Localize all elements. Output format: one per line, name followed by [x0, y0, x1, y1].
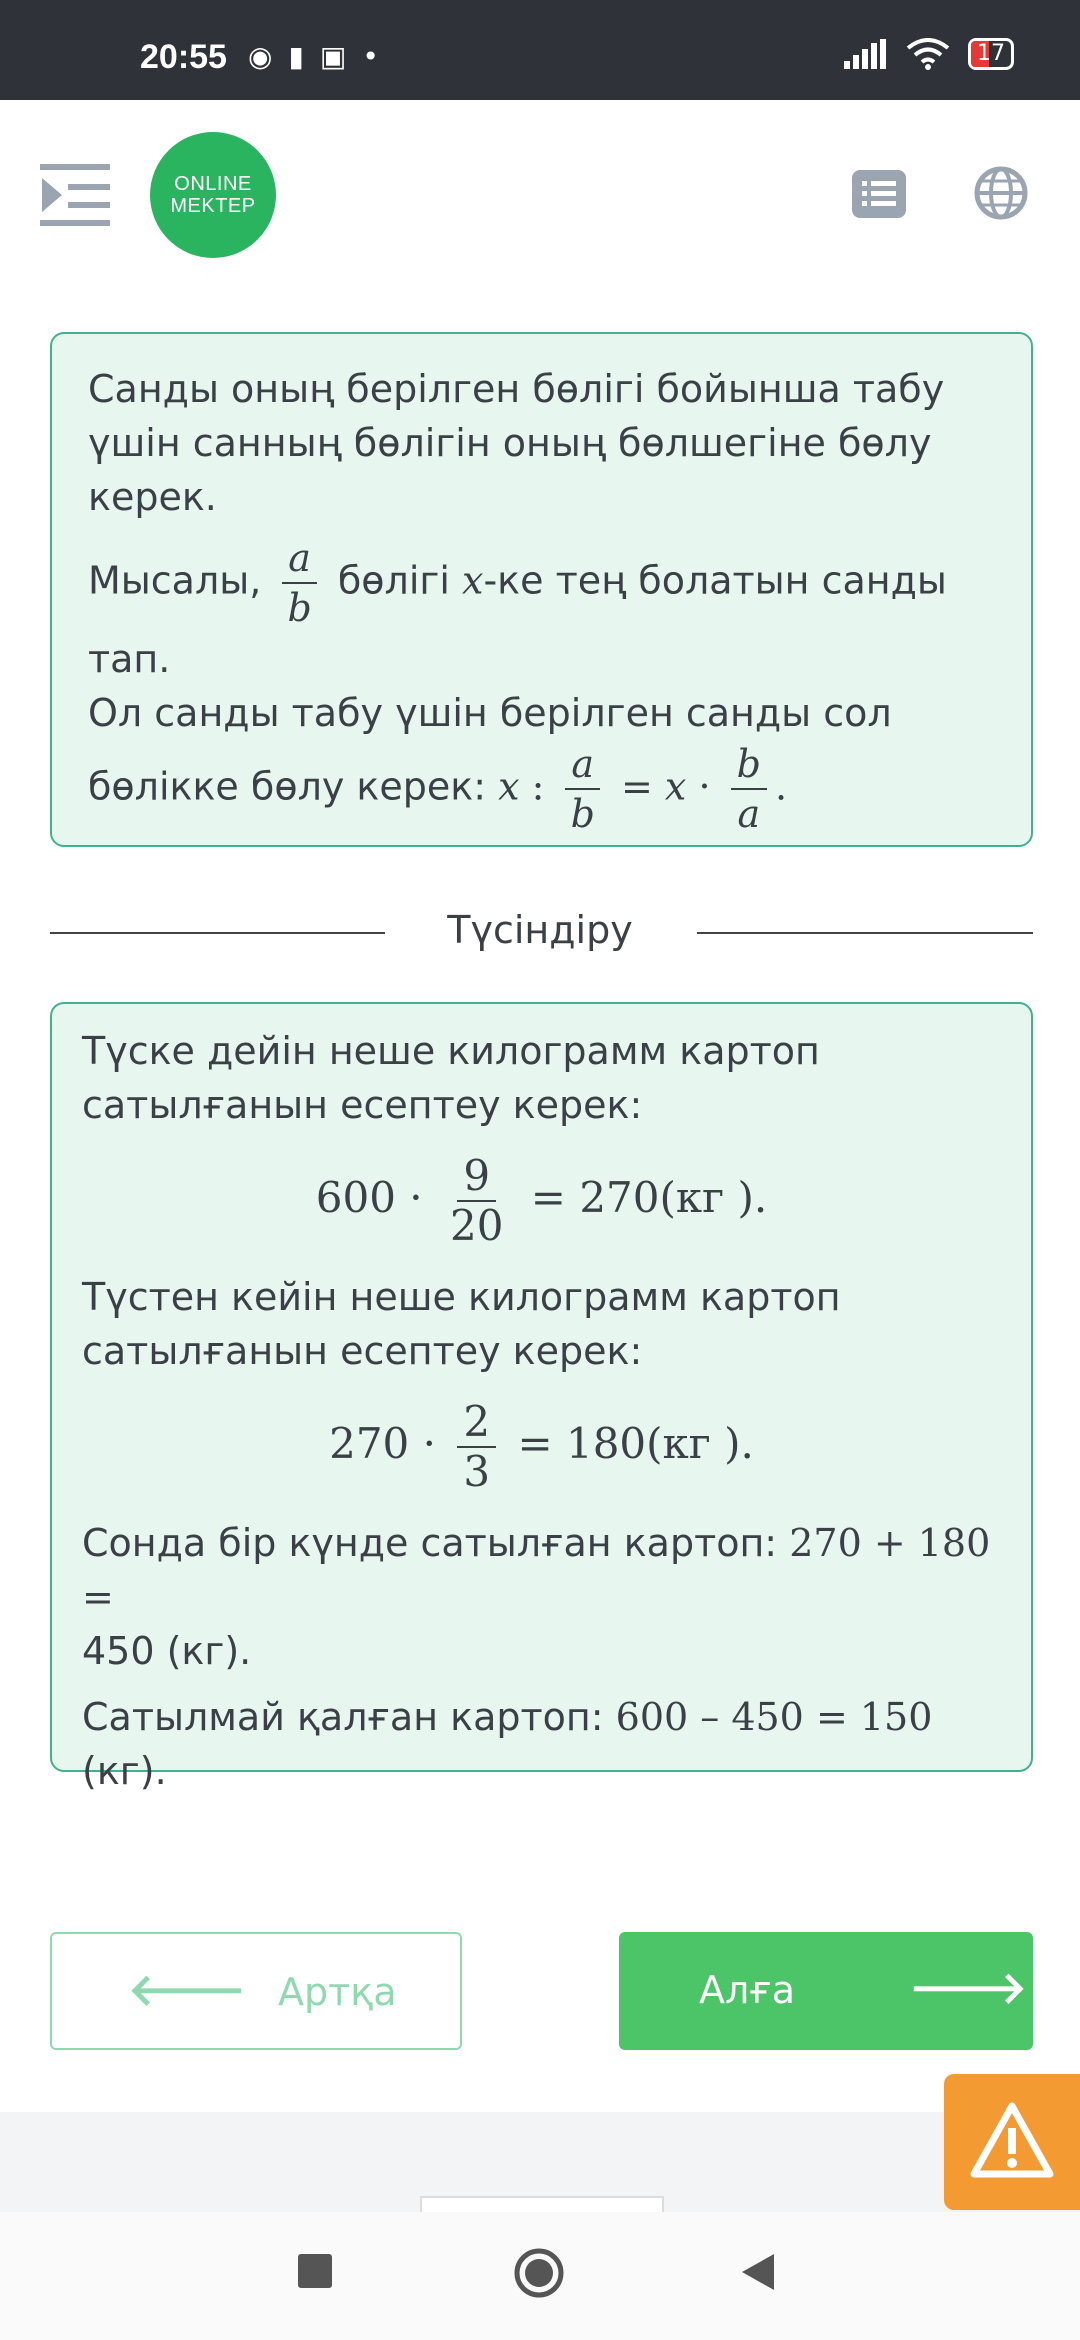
- rule-explanation: Ол санды табу үшін берілген санды сол: [88, 691, 892, 735]
- next-button[interactable]: Алға 🡒: [619, 1932, 1033, 2050]
- sim-card-icon: ▮: [288, 40, 304, 73]
- warning-icon: [944, 2074, 1080, 2210]
- rule-example: Мысалы, $\frac{a}{b}$ бөлігі x-ке тең болатын санды тап.: [88, 536, 947, 681]
- back-button[interactable]: 🡐 Артқа: [50, 1932, 462, 2050]
- app-header: [0, 100, 1080, 290]
- menu-toggle-icon[interactable]: [40, 160, 112, 230]
- divider-line-left: [50, 932, 385, 934]
- signal-icon: [844, 39, 888, 69]
- arrow-right-icon: 🡒: [909, 1963, 1027, 2014]
- sync-icon: ◉: [248, 40, 273, 73]
- explanation-heading: Түсіндіру: [447, 908, 633, 952]
- explanation-card: [50, 1002, 1033, 1793]
- fraction-a-b: $\frac{a}{b}$: [281, 534, 317, 632]
- battery-icon: 17: [968, 38, 1014, 70]
- divider-line-right: [697, 932, 1033, 934]
- rule-card: [50, 332, 1033, 847]
- list-icon[interactable]: [852, 170, 906, 218]
- rule-formula: бөлікке бөлу керек: x : $\frac{a}{b}$ = x · $\frac{b}{a}$ .: [88, 742, 788, 836]
- globe-icon[interactable]: [974, 166, 1028, 220]
- equation-2: 270 · $\frac{2}{3}$ = 180(кг ).: [329, 1397, 754, 1496]
- sold-total-text: Сонда бір күнде сатылған картоп: 270 + 180 = 450 (кг).: [82, 1521, 991, 1673]
- rule-text: Санды оның берілген бөлігі бойынша табу үшін санның бөлігін оның бөлшегіне бөлу керек.: [88, 367, 945, 519]
- question-before-noon: Түске дейін неше килограмм картоп сатылғанын есептеу керек:: [82, 1029, 820, 1127]
- status-bar: [0, 0, 1080, 100]
- dot-icon: •: [362, 40, 379, 73]
- status-time: 20:55: [140, 38, 227, 76]
- translate-icon: ▣: [319, 40, 347, 73]
- home-icon[interactable]: [512, 2246, 566, 2300]
- equation-1: 600 · $\frac{9}{20}$ = 270(кг ).: [315, 1151, 768, 1250]
- question-after-noon: Түстен кейін неше килограмм картоп сатылғанын есептеу керек:: [82, 1275, 841, 1373]
- wifi-icon: [906, 38, 950, 70]
- system-nav-bar: [0, 2212, 1080, 2340]
- report-problem-button[interactable]: [944, 2074, 1080, 2210]
- recents-icon[interactable]: [298, 2254, 332, 2288]
- remaining-text: Сатылмай қалған картоп: 600 – 450 = 150 (кг).: [82, 1695, 933, 1793]
- logo[interactable]: ONLINE MEKTEP: [150, 132, 276, 258]
- arrow-left-icon: 🡐: [128, 1965, 246, 2016]
- back-nav-icon[interactable]: [740, 2252, 776, 2292]
